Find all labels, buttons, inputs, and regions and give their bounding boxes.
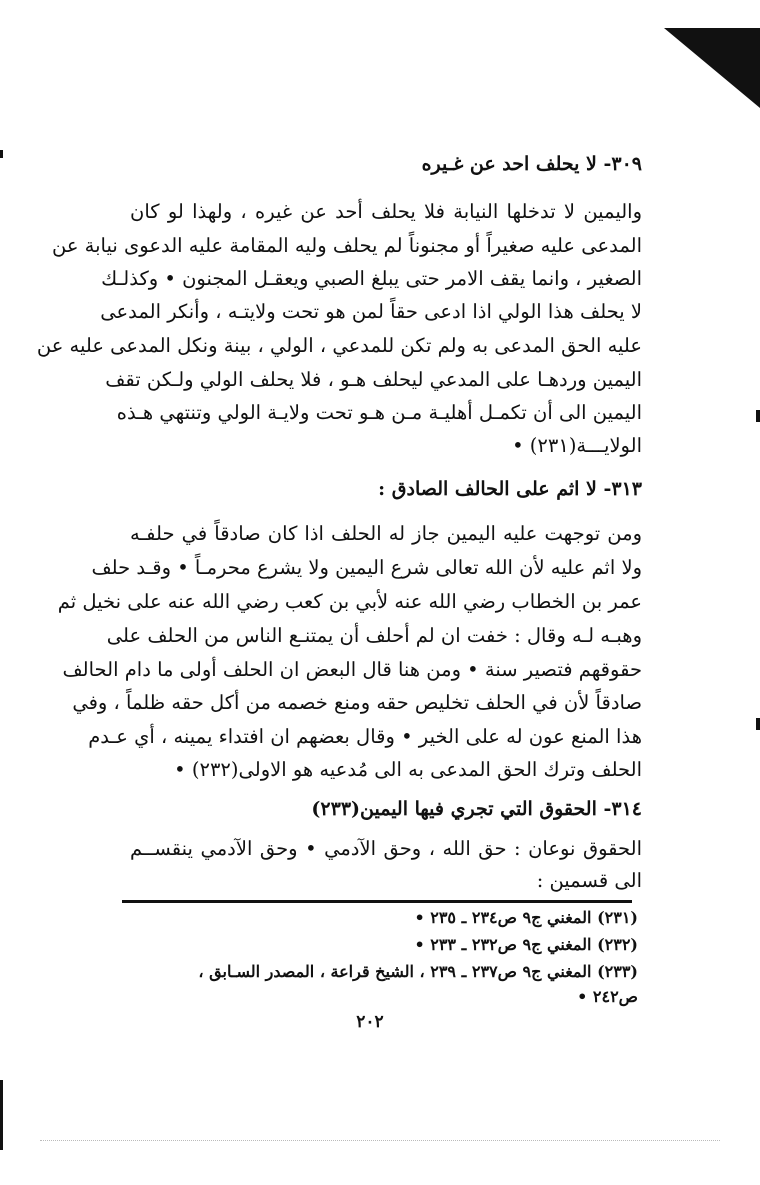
text-line: عليه الحق المدعى به ولم تكن للمدعي ، الولي ، بينة ونكل المدعى عليه عن bbox=[36, 334, 642, 357]
footnote: (٢٣١) المغني ج٩ ص٢٣٤ ـ ٢٣٥ • bbox=[414, 908, 638, 927]
footnote: (٢٣٢) المغني ج٩ ص٢٣٢ ـ ٢٣٣ • bbox=[414, 935, 638, 954]
scan-edge-mark bbox=[756, 718, 760, 730]
text-line: الصغير ، وانما يقف الامر حتى يبلغ الصبي ويعقـل المجنون • وكذلـك bbox=[101, 267, 642, 290]
text-line: وهبـه لـه وقال : خفت ان لم أحلف أن يمتنـع الناس من الحلف على bbox=[106, 624, 642, 647]
text-line: ولا اثم عليه لأن الله تعالى شرع اليمين ولا يشرع محرمـاً • وقـد حلف bbox=[91, 556, 642, 579]
page-number: ٢٠٢ bbox=[356, 1012, 384, 1032]
text-line: الحلف وترك الحق المدعى به الى مُدعيه هو الاولى(٢٣٢) • bbox=[174, 758, 642, 781]
scan-edge-mark bbox=[0, 150, 3, 158]
text-line: اليمين الى أن تكمـل أهليـة مـن هـو تحت ولايـة الولي وتنتهي هـذه bbox=[116, 401, 642, 424]
scan-edge-mark bbox=[0, 1080, 3, 1150]
scan-bottom-edge bbox=[40, 1140, 720, 1141]
text-line: صادقاً لأن في الحلف تخليص حقه ومنع خصمه من أكل حقه ظلماً ، وفي bbox=[72, 691, 642, 714]
text-line: المدعى عليه صغيراً أو مجنوناً لم يحلف وليه المقامة عليه الدعوى نيابة عن bbox=[51, 234, 642, 257]
section-heading: ٣١٤- الحقوق التي تجري فيها اليمين(٢٣٣) bbox=[311, 798, 642, 820]
footnote-separator bbox=[122, 900, 632, 903]
footnote: ص٢٤٢ • bbox=[577, 987, 638, 1006]
text-line: حقوقهم فتصير سنة • ومن هنا قال البعض ان الحلف أولى ما دام الحالف bbox=[62, 658, 642, 681]
text-line: الحقوق نوعان : حق الله ، وحق الآدمي • وحق الآدمي ينقســم bbox=[130, 837, 642, 860]
text-line: اليمين وردهـا على المدعي ليحلف هـو ، فلا يحلف الولي ولـكن تقف bbox=[105, 368, 642, 391]
section-heading: ٣٠٩- لا يحلف احد عن غـيره bbox=[421, 153, 642, 175]
footnote: (٢٣٣) المغني ج٩ ص٢٣٧ ـ ٢٣٩ ، الشيخ قراعة ، المصدر السـابق ، bbox=[198, 962, 638, 981]
text-line: هذا المنع عون له على الخير • وقال بعضهم ان افتداء يمينه ، أي عـدم bbox=[88, 725, 642, 748]
text-line: لا يحلف هذا الولي اذا ادعى حقاً لمن هو تحت ولايتـه ، وأنكر المدعى bbox=[100, 300, 642, 323]
scan-edge-mark bbox=[756, 410, 760, 422]
text-line: ومن توجهت عليه اليمين جاز له الحلف اذا كان صادقاً في حلفـه bbox=[130, 522, 642, 545]
text-line: الولايـــة(٢٣١) • bbox=[512, 434, 642, 457]
page-corner-mark bbox=[664, 28, 760, 108]
section-heading: ٣١٣- لا اثم على الحالف الصادق : bbox=[378, 478, 642, 500]
text-line: واليمين لا تدخلها النيابة فلا يحلف أحد عن غيره ، ولهذا لو كان bbox=[130, 200, 642, 223]
text-line: الى قسمين : bbox=[536, 869, 642, 892]
text-line: عمر بن الخطاب رضي الله عنه لأبي بن كعب رضي الله عنه على نخيل ثم bbox=[57, 590, 642, 613]
